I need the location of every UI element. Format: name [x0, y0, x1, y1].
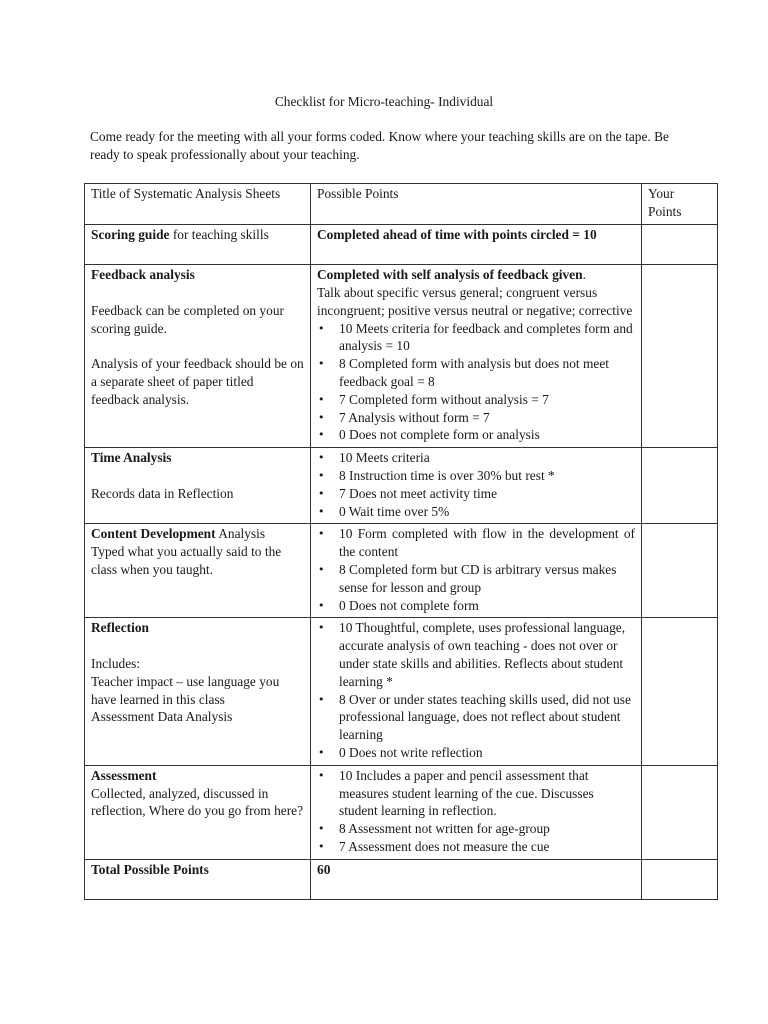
feedback-criteria-list [317, 320, 635, 445]
feedback-note-2: Analysis of your feedback should be on a separate sheet of paper titled feedback analysis. [91, 356, 304, 407]
intro-paragraph: Come ready for the meeting with all your forms coded. Know where your teaching skills are on the tape. Be ready to speak professionally about your teaching. [90, 129, 669, 162]
content-points-cell [311, 524, 642, 618]
header-possible-points: Possible Points [311, 184, 642, 225]
feedback-your-points [642, 265, 718, 448]
reflection-criteria-list [317, 619, 635, 761]
reflection-criterion: • 0 Does not write reflection [339, 744, 635, 762]
assessment-criterion: • 7 Assessment does not measure the cue [339, 838, 635, 856]
assessment-criterion: • 10 Includes a paper and pencil assessment that measures student learning of the cue. Discusses student learning in reflection. [339, 767, 635, 820]
assessment-points-cell [311, 765, 642, 859]
row-total [85, 859, 718, 900]
total-title: Total Possible Points [91, 861, 209, 877]
time-criterion: • 7 Does not meet activity time [339, 485, 635, 503]
scoring-guide-points-text: Completed ahead of time with points circled = 10 [317, 226, 597, 242]
time-criterion: • 8 Instruction time is over 30% but rest * [339, 467, 635, 485]
reflection-include-item: Teacher impact – use language you have learned in this class [91, 673, 280, 707]
feedback-points-description: Talk about specific versus general; congruent versus incongruent; positive versus neutral or negative; corrective [317, 284, 633, 318]
reflection-includes-label: Includes: [91, 655, 141, 671]
row-reflection [85, 618, 718, 765]
feedback-criterion: • 7 Analysis without form = 7 [339, 409, 635, 427]
row-content-development [85, 524, 718, 618]
feedback-analysis-cell [85, 265, 311, 448]
time-criterion: • 10 Meets criteria [339, 449, 635, 467]
assessment-title: Assessment [91, 767, 157, 783]
reflection-criterion: • 8 Over or under states teaching skills used, did not use professional language, does not reflect about student learning [339, 691, 635, 744]
content-criterion: • 0 Does not complete form [339, 597, 635, 615]
time-criterion: • 0 Wait time over 5% [339, 503, 635, 521]
content-your-points [642, 524, 718, 618]
feedback-points-heading: Completed with self analysis of feedback given [317, 267, 583, 283]
feedback-analysis-title: Feedback analysis [91, 267, 195, 283]
total-points-value: 60 [317, 861, 331, 877]
time-criteria-list [317, 449, 635, 520]
header-analysis-sheets: Title of Systematic Analysis Sheets [85, 184, 311, 225]
time-analysis-cell [85, 448, 311, 524]
scoring-guide-title-rest: for teaching skills [169, 226, 269, 242]
feedback-criterion: • 10 Meets criteria for feedback and completes form and analysis = 10 [339, 320, 635, 356]
reflection-title: Reflection [91, 620, 150, 636]
document-title: Checklist for Micro-teaching- Individual [274, 94, 494, 109]
content-development-title-rest: Analysis [215, 526, 266, 542]
assessment-cell [85, 765, 311, 859]
feedback-points-heading-end: . [582, 267, 586, 283]
time-analysis-note: Records data in Reflection [91, 485, 234, 501]
assessment-criteria-list [317, 767, 635, 856]
content-criteria-list [317, 525, 635, 614]
assessment-your-points [642, 765, 718, 859]
content-criterion: • 8 Completed form but CD is arbitrary versus makes sense for lesson and group [339, 561, 635, 597]
content-criterion: • 10 Form completed with flow in the development of the content [339, 525, 635, 561]
feedback-criterion: • 8 Completed form with analysis but does not meet feedback goal = 8 [339, 355, 635, 391]
reflection-criterion: • 10 Thoughtful, complete, uses professional language, accurate analysis of own teaching - does not over or under state skills and abilities. Reflects about student learning * [339, 619, 635, 690]
time-analysis-title: Time Analysis [91, 450, 172, 466]
scoring-guide-points [311, 224, 642, 265]
reflection-include-item: Assessment Data Analysis [91, 709, 233, 725]
reflection-your-points [642, 618, 718, 765]
time-points-cell [311, 448, 642, 524]
feedback-criterion: • 0 Does not complete form or analysis [339, 426, 635, 444]
time-your-points [642, 448, 718, 524]
total-points-cell [311, 859, 642, 900]
scoring-guide-title-bold: Scoring guide [91, 226, 170, 242]
content-development-cell [85, 524, 311, 618]
row-time-analysis [85, 448, 718, 524]
header-row [85, 184, 718, 225]
reflection-cell [85, 618, 311, 765]
total-title-cell [85, 859, 311, 900]
assessment-criterion: • 8 Assessment not written for age-group [339, 820, 635, 838]
feedback-criterion: • 7 Completed form without analysis = 7 [339, 391, 635, 409]
content-development-note: Typed what you actually said to the class when you taught. [91, 544, 282, 577]
row-scoring-guide [85, 224, 718, 265]
assessment-note: Collected, analyzed, discussed in reflection, Where do you go from here? [91, 785, 304, 819]
reflection-points-cell [311, 618, 642, 765]
scoring-guide-title [85, 224, 311, 265]
row-assessment [85, 765, 718, 859]
header-your-points: Your Points [642, 184, 718, 225]
feedback-points-cell [311, 265, 642, 448]
row-feedback-analysis [85, 265, 718, 448]
feedback-note-1: Feedback can be completed on your scoring guide. [91, 302, 284, 336]
total-your-points [642, 859, 718, 900]
rubric-table [84, 183, 718, 900]
scoring-guide-your-points [642, 224, 718, 265]
content-development-title-bold: Content Development [91, 526, 216, 542]
